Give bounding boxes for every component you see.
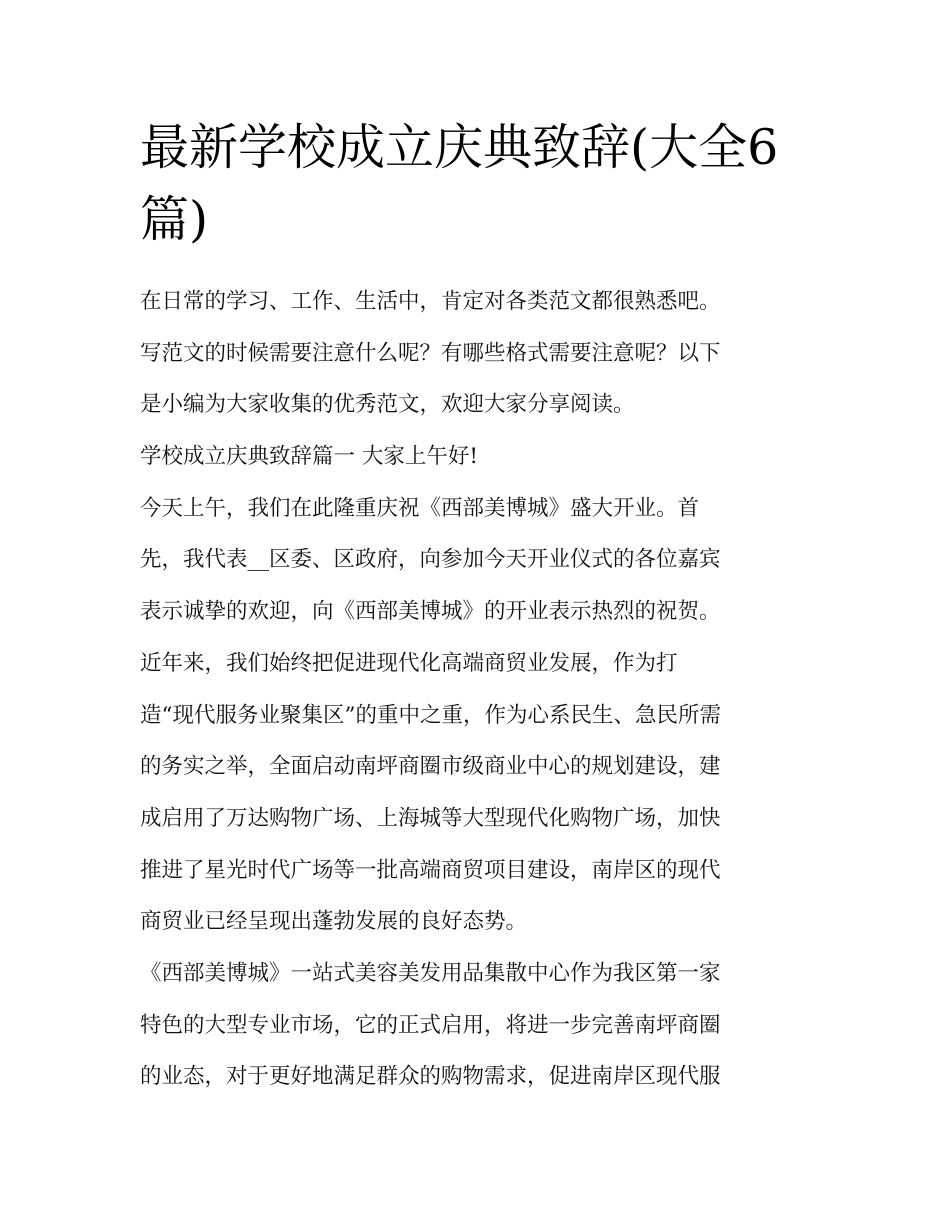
body-line: 写范文的时候需要注意什么呢？有哪些格式需要注意呢？以下 xyxy=(140,340,721,366)
body-line: 特色的大型专业市场，它的正式启用，将进一步完善南坪商圈 xyxy=(140,1012,721,1038)
body-line: 学校成立庆典致辞篇一 大家上午好! xyxy=(140,444,478,470)
body-line: 造“现代服务业聚集区”的重中之重，作为心系民生、急民所需 xyxy=(140,702,721,728)
document-body xyxy=(140,276,820,1103)
body-line: 《西部美博城》一站式美容美发用品集散中心作为我区第一家 xyxy=(140,960,721,986)
title-line: 最新学校成立庆典致辞(大全6 xyxy=(140,119,779,176)
body-line: 商贸业已经呈现出蓬勃发展的良好态势。 xyxy=(140,909,528,935)
body-line: 表示诚挚的欢迎，向《西部美博城》的开业表示热烈的祝贺。 xyxy=(140,599,721,625)
body-line: 在日常的学习、工作、生活中，肯定对各类范文都很熟悉吧。 xyxy=(140,289,721,314)
body-line: 是小编为大家收集的优秀范文，欢迎大家分享阅读。 xyxy=(140,392,635,418)
body-line: 的业态，对于更好地满足群众的购物需求，促进南岸区现代服 xyxy=(140,1064,721,1090)
body-line: 近年来，我们始终把促进现代化高端商贸业发展，作为打 xyxy=(140,650,678,676)
title-line: 篇) xyxy=(140,191,209,248)
body-line: 先，我代表__区委、区政府，向参加今天开业仪式的各位嘉宾 xyxy=(140,547,721,573)
document-title xyxy=(140,112,820,256)
body-line: 推进了星光时代广场等一批高端商贸项目建设，南岸区的现代 xyxy=(140,857,721,883)
body-line: 成启用了万达购物广场、上海城等大型现代化购物广场，加快 xyxy=(140,805,721,831)
body-line: 的务实之举，全面启动南坪商圈市级商业中心的规划建设，建 xyxy=(140,754,721,780)
body-line: 今天上午，我们在此隆重庆祝《西部美博城》盛大开业。首 xyxy=(140,495,700,521)
